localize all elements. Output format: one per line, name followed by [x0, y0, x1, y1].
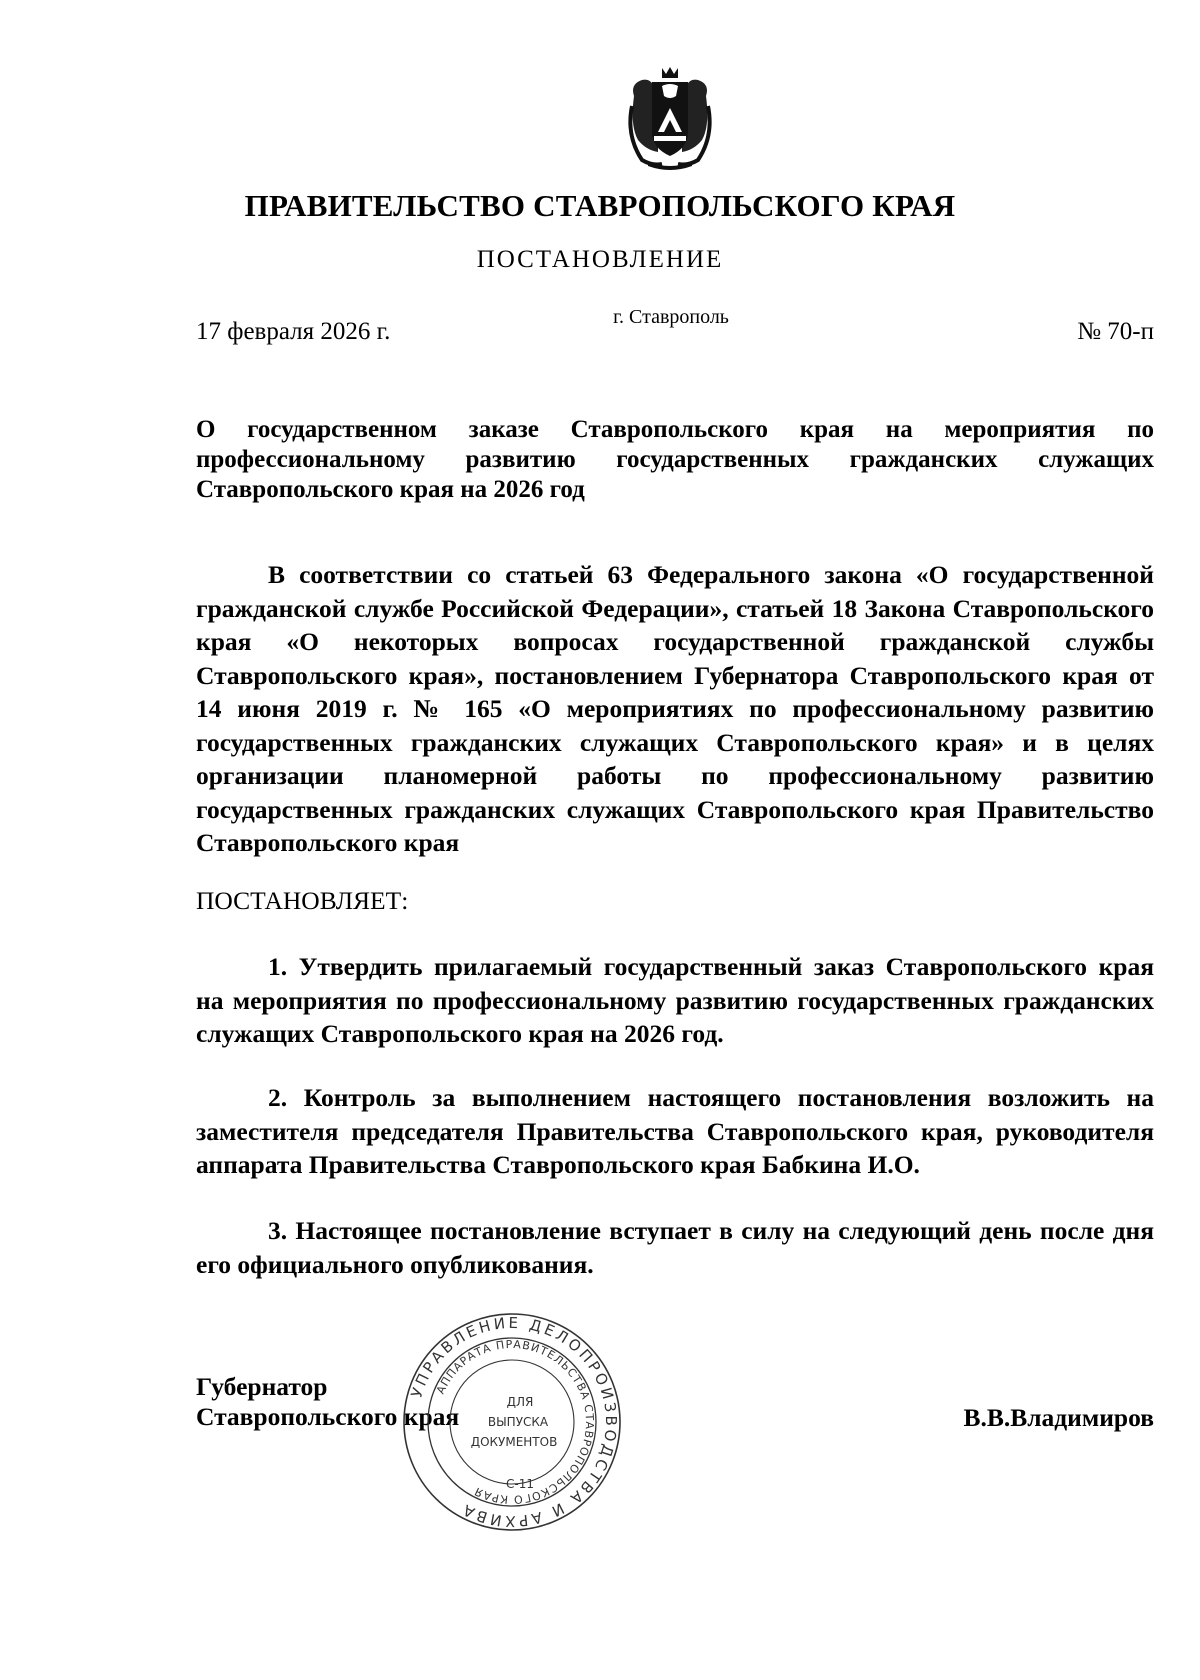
stamp-center-line1: ДЛЯ: [506, 1395, 534, 1409]
official-stamp: [400, 1310, 624, 1534]
organization-title: ПРАВИТЕЛЬСТВО СТАВРОПОЛЬСКОГО КРАЯ: [244, 188, 956, 223]
document-type: ПОСТАНОВЛЕНИЕ: [476, 246, 724, 273]
decree-item-2: 2. Контроль за выполнением настоящего постановления возложить на заместителя председателя Правительства Ставропольского края, руководителя аппарата Правительства Ставропольского края Бабкина И.О.: [196, 1083, 1154, 1179]
stamp-center-line3: ДОКУМЕНТОВ: [470, 1435, 558, 1449]
stamp-outer-text: УПРАВЛЕНИЕ ДЕЛОПРОИЗВОДСТВА И АРХИВА: [407, 1313, 621, 1531]
stamp-code: С-11: [506, 1477, 534, 1491]
document-subject: О государственном заказе Ставропольского края на мероприятия по профессиональному развитию государственных гражданских служащих Ставропольского края на 2026 год: [196, 416, 1154, 503]
signatory-position-line1: Губернатор: [196, 1372, 328, 1401]
document-city: г. Ставрополь: [613, 306, 729, 328]
preamble-paragraph: В соответствии со статьей 63 Федерального закона «О государственной гражданской службе Российской Федерации», статьей 18 Закона Ставропольского края «О некоторых вопросах государственной гражданской службы Ставропольского края», постановлением Губернатора Ставропольского края от 14 июня 2019 г. № 165 «О мероприятиях по профессиональному развитию государственных гражданских служащих Ставропольского края» и в целях организации планомерной работы по профессиональному развитию государственных гражданских служащих Ставропольского края Правительство Ставропольского края: [196, 560, 1154, 857]
signatory-name: В.В.Владимиров: [963, 1403, 1154, 1432]
decree-item-1: 1. Утвердить прилагаемый государственный заказ Ставропольского края на мероприятия по профессиональному развитию государственных гражданских служащих Ставропольского края на 2026 год.: [196, 952, 1154, 1048]
document-number: № 70-п: [1077, 318, 1154, 345]
coat-of-arms-icon: [628, 66, 712, 170]
stamp-inner-text: АППАРАТА ПРАВИТЕЛЬСТВА СТАВРОПОЛЬСКОГО КРАЯ: [433, 1337, 597, 1507]
decree-word: ПОСТАНОВЛЯЕТ:: [196, 886, 409, 915]
document-date: 17 февраля 2026 г.: [196, 318, 391, 345]
signatory-position-line2: Ставропольского края: [196, 1402, 460, 1431]
stamp-center-line2: ВЫПУСКА: [487, 1415, 549, 1429]
decree-item-3: 3. Настоящее постановление вступает в силу на следующий день после дня его официального опубликования.: [196, 1216, 1154, 1279]
